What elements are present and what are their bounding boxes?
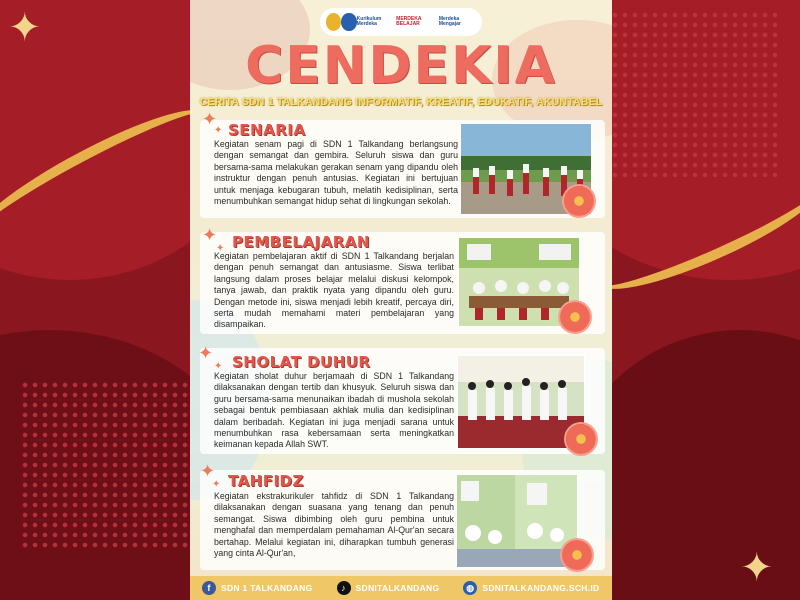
sparkle-icon: ✦ [200, 461, 216, 481]
sparkle-icon: ✦ [216, 243, 225, 254]
sparkle-icon: ✦ [202, 109, 218, 129]
section-heading: SENARIA [228, 121, 306, 139]
flower-decoration [564, 186, 594, 216]
section-heading: SHOLAT DUHUR [232, 353, 371, 371]
logo-kurikulum: Kurikulum Merdeka [356, 15, 382, 27]
footer-tiktok[interactable] [337, 581, 440, 595]
sparkle-icon: ✦ [202, 225, 218, 245]
section-body: Kegiatan ekstrakurikuler tahfidz di SDN 1 Talkandang dilaksanakan dengan suasana yang tenang dan penuh semangat. Siswa dibimbing oleh guru pembina untuk menghafal dan memperdalam pemahaman Al-Qur'an secara bertahap. Melalui kegiatan ini, diharapkan tumbuh generasi yang cinta Al-Qur'an, [214, 491, 454, 559]
section-heading: PEMBELAJARAN [232, 233, 370, 251]
logo-merdeka-mengajar: Merdeka Mengajar [438, 15, 461, 27]
footer-facebook[interactable] [202, 581, 313, 595]
school-logo-icon [326, 13, 341, 31]
flower-decoration [562, 540, 592, 570]
logo-merdeka-belajar: MERDEKA BELAJAR [396, 15, 422, 27]
footer-website[interactable] [463, 581, 599, 595]
website-label: SDNITALKANDANG.SCH.ID [482, 583, 600, 593]
section-body: Kegiatan sholat duhur berjamaah di SDN 1 Talkandang dilaksanakan dengan tertib dan khusyuk. Seluruh siswa dan guru bersama-sama menunaikan ibadah di mushola sekolah sebagai bentuk pembiasaan akhlak mulia dan kedisiplinan dalam beribadah. Kegiatan ini juga menjadi sarana untuk menumbuhkan rasa kebersamaan serta meningkatkan keimanan kepada Allah SWT. [214, 371, 454, 450]
page-subtitle: CERITA SDN 1 TALKANDANG INFORMATIF, KREATIF, EDUKATIF, AKUNTABEL [199, 96, 603, 108]
footer [190, 576, 612, 600]
facebook-icon: f [202, 581, 216, 595]
page-title: CENDEKIA [245, 36, 557, 96]
ministry-logo-icon [341, 13, 356, 31]
logo-bar [320, 8, 482, 36]
section-heading: TAHFIDZ [228, 472, 304, 490]
flower-decoration [566, 424, 596, 454]
sparkle-icon: ✦ [212, 479, 221, 490]
tiktok-icon: ♪ [337, 581, 351, 595]
poster [190, 0, 612, 600]
globe-icon: ◍ [463, 581, 477, 595]
sparkle-icon: ✦ [8, 6, 42, 50]
sparkle-icon: ✦ [214, 125, 223, 136]
flower-decoration [560, 302, 590, 332]
section-body: Kegiatan pembelajaran aktif di SDN 1 Talkandang berjalan dengan penuh semangat dan antusiasme. Siswa terlibat langsung dalam proses belajar melalui diskusi kelompok, tanya jawab, dan praktik nyata yang dipandu oleh guru. Dengan metode ini, siswa menjadi lebih kreatif, percaya diri, serta mudah memahami materi pembelajaran yang disampaikan. [214, 251, 454, 330]
section-photo [456, 474, 578, 568]
sparkle-icon: ✦ [214, 361, 223, 372]
section-body: Kegiatan senam pagi di SDN 1 Talkandang berlangsung dengan semangat dan gembira. Seluruh siswa dan guru bersama-sama melakukan gerakan senam yang dipandu oleh instruktur dengan penuh antusias. Kegiatan ini bertujuan untuk menjaga kebugaran tubuh, melatih kedisiplinan, serta menumbuhkan semangat hidup sehat di lingkungan sekolah. [214, 139, 458, 207]
tiktok-label: SDNITALKANDANG [355, 583, 440, 593]
facebook-label: SDN 1 TALKANDANG [221, 583, 313, 593]
sparkle-icon: ✦ [740, 546, 774, 590]
sparkle-icon: ✦ [198, 343, 214, 363]
